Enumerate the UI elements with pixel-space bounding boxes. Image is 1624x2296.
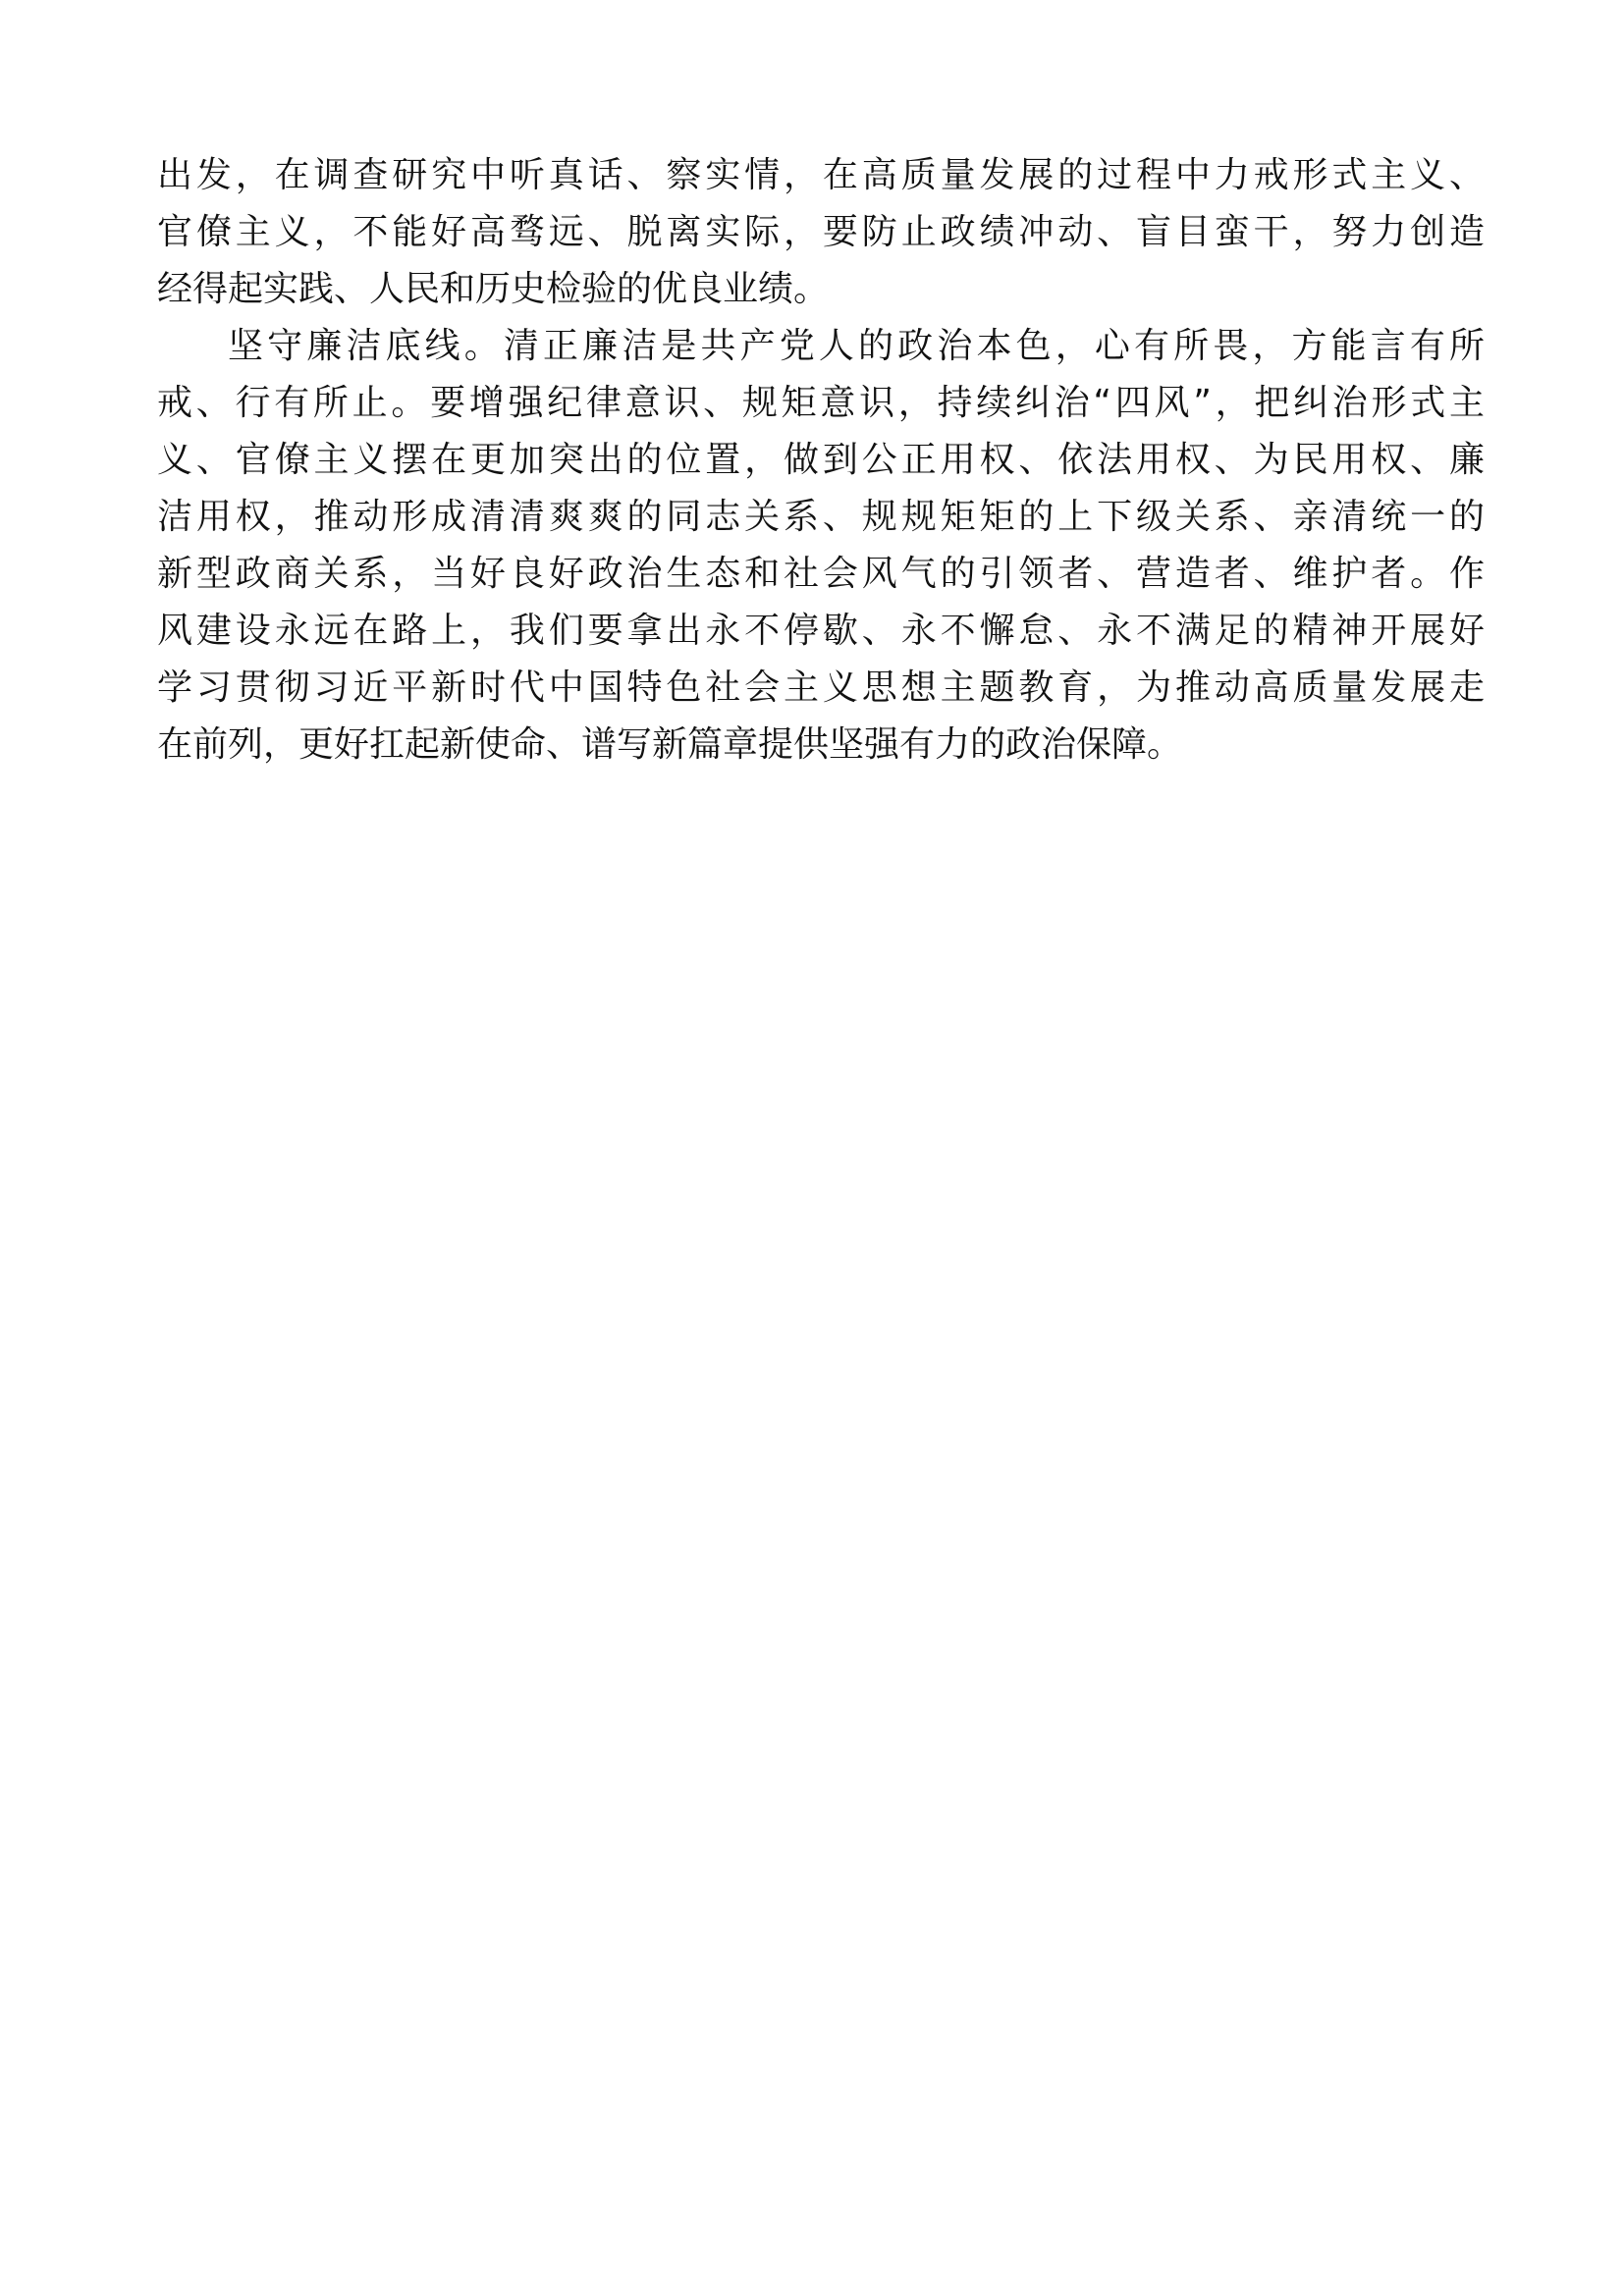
text-line: 学习贯彻习近平新时代中国特色社会主义思想主题教育，为推动高质量发展走	[157, 667, 1485, 708]
text-line: 官僚主义，不能好高骛远、脱离实际，要防止政绩冲动、盲目蛮干，努力创造	[157, 212, 1485, 252]
text-line: 新型政商关系，当好良好政治生态和社会风气的引领者、营造者、维护者。作	[157, 554, 1485, 594]
paragraph-integrity	[157, 318, 1485, 774]
text-line: 坚守廉洁底线。清正廉洁是共产党人的政治本色，心有所畏，方能言有所	[228, 326, 1485, 366]
text-line: 经得起实践、人民和历史检验的优良业绩。	[157, 269, 830, 309]
text-line: 洁用权，推动形成清清爽爽的同志关系、规规矩矩的上下级关系、亲清统一的	[157, 497, 1485, 537]
text-line: 戒、行有所止。要增强纪律意识、规矩意识，持续纠治“四风”，把纠治形式主	[157, 383, 1485, 423]
body-text	[157, 147, 1485, 774]
paragraph-continued	[157, 147, 1485, 318]
text-line: 义、官僚主义摆在更加突出的位置，做到公正用权、依法用权、为民用权、廉	[157, 440, 1485, 480]
text-line: 风建设永远在路上，我们要拿出永不停歇、永不懈怠、永不满足的精神开展好	[157, 611, 1485, 651]
text-line: 出发，在调查研究中听真话、察实情，在高质量发展的过程中力戒形式主义、	[157, 155, 1485, 195]
text-line: 在前列，更好扛起新使命、谱写新篇章提供坚强有力的政治保障。	[157, 724, 1183, 765]
